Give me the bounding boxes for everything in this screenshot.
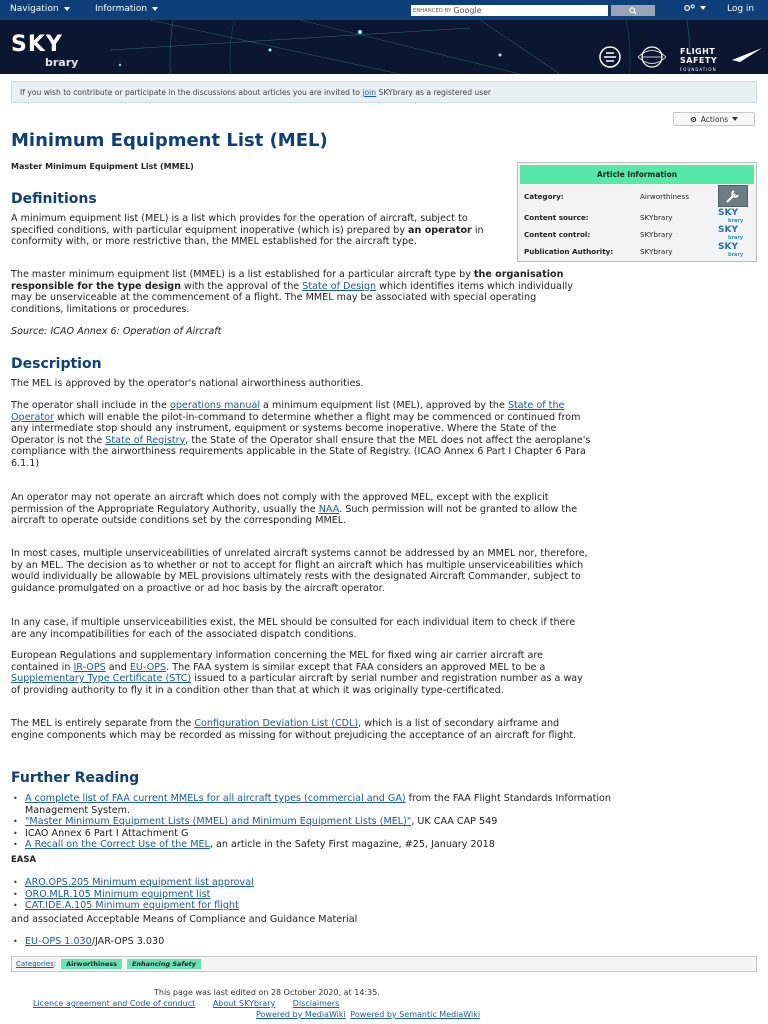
text: which will enable the pilot-in-command to determine whether a flight may be commenced or continued from any intermediate stop should any instrument, equipment or systems become inoperative. Where the State of the Operator is not the (11, 411, 581, 446)
page-subtitle: Master Minimum Equipment List (MMEL) (11, 162, 194, 171)
skybrary-logo[interactable] (11, 32, 79, 69)
search-google-label: Google (453, 6, 482, 15)
text: , which is a list of secondary airframe and engine components which may be recorded as missing for without prejudicing the acceptance of an aircraft for flight. (11, 718, 577, 741)
search-enhanced-label: ENHANCED BY (413, 7, 452, 14)
navigation-menu-label: Navigation (10, 4, 59, 14)
skybrary-mini-logo (718, 243, 748, 259)
last-edited-text: This page was last edited on 28 October 2020, at 14:35. (154, 988, 380, 997)
text: The master minimum equipment list (MMEL) is a list established for a particular aircraft type by (11, 269, 474, 280)
text: from the FAA Flight Standards Information Management System. (25, 793, 611, 816)
infobox-key: Category: (524, 191, 564, 201)
eu-ops-link[interactable]: EU-OPS (129, 661, 167, 673)
skybrary-mini-logo (718, 226, 748, 242)
infobox-row-content-control (524, 227, 754, 241)
text: and (105, 661, 130, 673)
easa-list (11, 877, 611, 912)
bold-text: an operator (408, 224, 472, 236)
stc-link[interactable]: Supplementary Type Certificate (STC) (11, 673, 192, 684)
text: . Such permission will not be granted to allow the aircraft to operate outside conditions set by the corresponding MMEL. (11, 503, 578, 526)
text: The MEL is entirely separate from the (11, 718, 195, 729)
infobox-key: Content source: (524, 212, 589, 222)
text: which identifies items which individually may be unserviceable at the commencement of a flight. The MMEL may be associated with special operating conditions, limitations or procedures. (11, 280, 573, 315)
list-item (11, 816, 611, 828)
chevron-down-icon (732, 117, 738, 121)
description-paragraph-7 (11, 718, 591, 741)
logo-sky-text: SKY (11, 32, 63, 57)
source-text: Source: ICAO Annex 6: Operation of Aircraft (11, 326, 222, 337)
search-button[interactable] (611, 5, 655, 16)
infobox-row-content-source (524, 210, 754, 224)
infobox-row-publication-authority (524, 244, 754, 258)
actions-dropdown[interactable] (673, 112, 755, 126)
cdl-link[interactable]: Configuration Deviation List (CDL) (194, 718, 359, 729)
caa-cap549-link[interactable]: "Master Minimum Equipment Lists (MMEL) and Minimum Equipment Lists (MEL)" (25, 816, 412, 827)
naa-link[interactable]: NAA (318, 503, 340, 515)
description-paragraph-5: In any case, if multiple unserviceabilities exist, the MEL should be consulted for each individual item to check if there are any incompatibilities for each of the associated dispatch conditions. (11, 617, 576, 640)
infobox-value: Airworthiness (640, 191, 689, 201)
skybrary-mini-logo (718, 209, 748, 225)
infobox-key: Publication Authority: (524, 246, 614, 256)
notice-prefix: If you wish to contribute or participate in the discussions about articles you are invited to (20, 88, 363, 97)
text: /JAR-OPS 3.030 (91, 936, 165, 947)
easa-link[interactable]: ARO.OPS.205 Minimum equipment list approval (25, 877, 254, 888)
site-banner (0, 20, 768, 74)
infobox-value: SKYbrary (640, 246, 673, 256)
further-reading-heading: Further Reading (11, 770, 140, 786)
list-item (11, 889, 611, 901)
infobox-title: Article Information (520, 165, 754, 184)
description-paragraph-3 (11, 492, 591, 527)
join-link[interactable]: join (362, 88, 377, 97)
licence-link[interactable]: Licence agreement and Code of conduct (33, 999, 196, 1008)
search-icon (629, 7, 637, 15)
text: The operator shall include in the (11, 400, 170, 411)
description-paragraph-1: The MEL is approved by the operator's national airworthiness authorities. (11, 378, 364, 389)
article-information-box (517, 162, 757, 262)
faa-mmel-link[interactable]: A complete list of FAA current MMELs for all aircraft types (commercial and GA) (25, 793, 406, 804)
chevron-down-icon (700, 6, 706, 10)
list-item (11, 828, 611, 840)
description-paragraph-2 (11, 400, 591, 469)
fsf-line2: SAFETY (680, 56, 718, 65)
amc-text: and associated Acceptable Means of Compliance and Guidance Material (11, 914, 358, 925)
state-of-registry-link[interactable]: State of Registry (105, 434, 186, 446)
actions-label: Actions (700, 114, 729, 124)
category-tag-enhancing-safety[interactable] (127, 959, 201, 969)
eurocontrol-logo (597, 46, 623, 70)
logo-brary-text: brary (45, 56, 79, 69)
state-of-design-link[interactable]: State of Design (302, 280, 377, 292)
state-of-the-operator-link[interactable]: State of the Operator (11, 400, 565, 423)
safety-first-link[interactable]: A Recall on the Correct Use of the MEL (25, 839, 210, 850)
description-paragraph-4: In most cases, multiple unserviceabilities of unrelated aircraft systems cannot be addressed by an MMEL nor, therefore, by an MEL. The decision as to whether or not to accept for flight an aircraft which has multiple unserviceabilities which would individually be allowable by MEL provisions ultimately rests with the designated Aircraft Commander, subject to guidance promulgated on a proactive or ad hoc basis by the aircraft operator. (11, 548, 588, 594)
infobox-row-category (524, 185, 754, 207)
further-reading-list (11, 793, 611, 851)
text: , an article in the Safety First magazine, #25, January 2018 (209, 839, 495, 850)
information-menu-label: Information (95, 4, 148, 14)
fsf-line3: FOUNDATION (680, 67, 717, 72)
information-menu[interactable] (95, 4, 158, 14)
euops-list (11, 936, 611, 948)
text: European Regulations and supplementary information concerning the MEL for fixed wing air carrier aircraft are contained in (11, 650, 544, 673)
top-navigation-bar (0, 0, 768, 20)
text: , the State of the Operator shall ensure that the MEL does not affect the aeroplane's compliance with the airworthiness requirements applicable in the State of Registry. (ICAO Annex 6 Part I Chapter 6 Para 6.1.1) (11, 434, 591, 469)
mini-logo-bottom: brary (728, 218, 744, 224)
gears-icon (684, 4, 695, 12)
gear-icon (690, 116, 697, 123)
tag-text: Enhancing Safety (131, 960, 196, 968)
fsf-swoosh-icon (732, 48, 762, 64)
categories-label-group (16, 960, 56, 968)
wrench-icon (718, 185, 748, 207)
mini-logo-top: SKY (718, 225, 738, 235)
infobox-key: Content control: (524, 229, 591, 239)
text: a minimum equipment list (MEL), approved by the (260, 400, 508, 411)
page-title: Minimum Equipment List (MEL) (11, 130, 328, 151)
mini-logo-top: SKY (718, 208, 738, 218)
text: with the approval of the (180, 280, 303, 292)
search-input[interactable] (411, 5, 608, 16)
category-tag-airworthiness[interactable]: Airworthiness (61, 959, 122, 969)
settings-menu[interactable] (684, 4, 706, 12)
powered-by-mediawiki-link[interactable]: Powered by MediaWiki (256, 1010, 346, 1019)
list-item (11, 936, 611, 948)
definitions-paragraph-1 (11, 213, 501, 248)
login-link[interactable] (727, 4, 754, 14)
contribution-notice (11, 81, 757, 103)
list-item (11, 839, 611, 851)
chevron-down-icon (64, 7, 70, 11)
mini-logo-bottom: brary (728, 235, 744, 241)
operations-manual-link[interactable]: operations manual (169, 400, 260, 411)
easa-link[interactable]: ORO.MLR.105 Minimum equipment list (25, 888, 211, 900)
text: in conformity with, or more restrictive than, the MMEL established for the aircraft type. (11, 224, 484, 247)
list-item (11, 877, 611, 889)
easa-label: EASA (11, 855, 37, 865)
notice-suffix: SKYbrary as a registered user (376, 88, 491, 97)
text: ICAO Annex 6 Part I Attachment G (25, 827, 189, 839)
text: A minimum equipment list (MEL) is a list which provides for the operation of aircraft, subject to specified conditions, with particular equipment inoperative (which is) prepared by (11, 213, 468, 236)
categories-link[interactable]: Categories (16, 960, 54, 968)
chevron-down-icon (152, 7, 158, 11)
definitions-source (11, 326, 591, 338)
description-heading: Description (11, 356, 102, 372)
easa-link[interactable]: CAT.IDE.A.105 Minimum equipment for flight (25, 900, 239, 911)
list-item (11, 900, 611, 912)
powered-by-smw-link[interactable]: Powered by Semantic MediaWiki (350, 1010, 481, 1019)
infobox-value: SKYbrary (640, 212, 673, 222)
disclaimers-link[interactable]: Disclaimers (292, 999, 340, 1008)
text: , UK CAA CAP 549 (411, 816, 498, 827)
powered-by (256, 1010, 480, 1019)
navigation-menu[interactable] (10, 4, 70, 14)
infobox-value: SKYbrary (640, 229, 673, 239)
icao-logo (634, 46, 670, 70)
bold-text: the organisation responsible for the type design (11, 269, 564, 292)
about-link[interactable]: About SKYbrary (212, 999, 276, 1008)
fsf-line1: FLIGHT (680, 47, 716, 56)
list-item (11, 793, 611, 816)
ir-ops-link[interactable]: IR-OPS (73, 661, 106, 673)
login-label: Log in (727, 4, 755, 14)
text: An operator may not operate an aircraft which does not comply with the approved MEL, except with the explicit permission of the Appropriate Regulatory Authority, usually the (11, 492, 549, 515)
text: issued to a particular aircraft by serial number and registration number as a way of providing authority to fly it in a condition other than that at which it was originally type-certificated. (11, 673, 583, 696)
categories-bar (11, 956, 757, 972)
definitions-paragraph-2 (11, 269, 591, 315)
eu-ops-1030-link[interactable]: EU-OPS 1.030 (25, 936, 92, 947)
categories-colon: : (53, 960, 57, 968)
text: . The FAA system is similar except that FAA considers an approved MEL to be a (166, 661, 546, 673)
definitions-heading: Definitions (11, 191, 97, 207)
mini-logo-top: SKY (718, 242, 738, 252)
flight-safety-foundation-logo (680, 47, 717, 74)
mini-logo-bottom: brary (728, 252, 744, 258)
description-paragraph-6 (11, 650, 591, 696)
footer-links (33, 999, 339, 1008)
